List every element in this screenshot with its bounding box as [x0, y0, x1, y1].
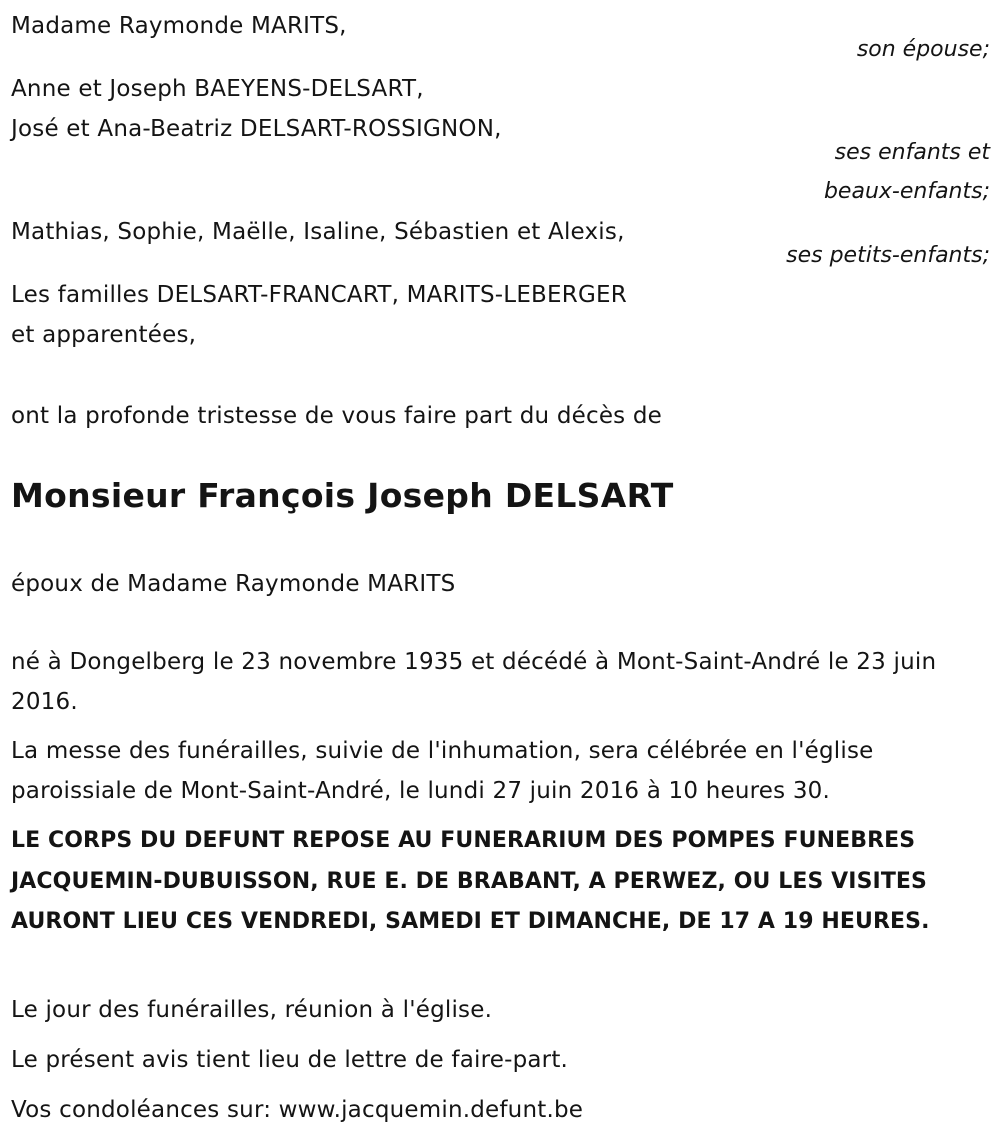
spouse-name: Madame Raymonde MARITS,	[11, 13, 347, 39]
funeral-meeting: Le jour des funérailles, réunion à l'église.	[11, 997, 493, 1023]
children-role-line-1: ses enfants et	[834, 140, 990, 165]
grandchildren-role: ses petits-enfants;	[786, 243, 990, 268]
condolences-link: Vos condoléances sur: www.jacquemin.defunt.be	[11, 1097, 584, 1123]
extended-families-line-2: et apparentées,	[11, 322, 197, 348]
grandchildren-names: Mathias, Sophie, Maëlle, Isaline, Sébastien et Alexis,	[11, 219, 625, 245]
deceased-name: Monsieur François Joseph DELSART	[11, 476, 674, 515]
child-family-2: José et Ana-Beatriz DELSART-ROSSIGNON,	[11, 116, 502, 142]
spouse-role: son épouse;	[856, 37, 990, 62]
child-family-1: Anne et Joseph BAEYENS-DELSART,	[11, 76, 424, 102]
funeral-mass-details: La messe des funérailles, suivie de l'inhumation, sera célébrée en l'église paroissiale de Mont-Saint-André, le lundi 27 juin 2016 à 10 heures 30.	[11, 738, 874, 804]
notice-replaces-letter: Le présent avis tient lieu de lettre de faire-part.	[11, 1047, 569, 1073]
deceased-spouse-of: époux de Madame Raymonde MARITS	[11, 571, 456, 597]
viewing-notice: LE CORPS DU DEFUNT REPOSE AU FUNERARIUM DES POMPES FUNEBRES JACQUEMIN-DUBUISSON, RUE E. DE BRABANT, A PERWEZ, OU LES VISITES AURONT LIEU CES VENDREDI, SAMEDI ET DIMANCHE, DE 17 A 19 HEURES.	[11, 828, 930, 934]
children-role-line-2: beaux-enfants;	[823, 179, 990, 204]
extended-families-line-1: Les familles DELSART-FRANCART, MARITS-LEBERGER	[11, 282, 627, 308]
birth-death-dates: né à Dongelberg le 23 novembre 1935 et décédé à Mont-Saint-André le 23 juin 2016.	[11, 649, 937, 715]
announcement-text: ont la profonde tristesse de vous faire part du décès de	[11, 403, 663, 429]
